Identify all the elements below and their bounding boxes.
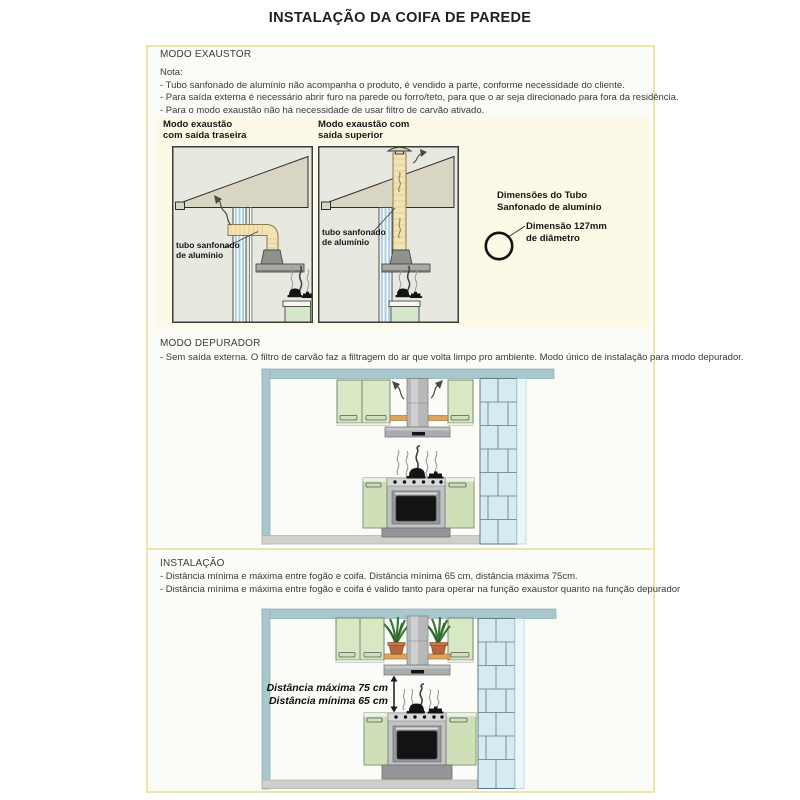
distance-labels [266,682,388,707]
brick-wall [480,379,526,545]
plant [384,617,408,654]
duct-label-rear: tubo sanfonado de alumínio [176,240,240,260]
note-line: - Para o modo exaustão não há necessidade de usar filtro de carvão ativado. [160,104,485,116]
rear-exit-diagram [172,146,313,323]
nota-label: Nota: [160,67,183,78]
stove [382,713,452,779]
section-heading-instalacao: INSTALAÇÃO [160,558,225,569]
tube-diameter-figure [482,216,532,264]
note-line: - Distância mínima e máxima entre fogão e coifa é valido tanto para operar na função exaustor quanto na função depurador [160,583,681,595]
tube-diameter-label: Dimensão 127mm de diâmetro [526,221,607,244]
section-heading-exaustor: MODO EXAUSTOR [160,49,252,60]
page-title: INSTALAÇÃO DA COIFA DE PAREDE [268,10,532,26]
counter-cabinet [283,301,311,322]
stove [382,478,450,537]
tube-circle-icon [486,233,512,259]
distance-max-label: Distância máxima 75 cm [266,682,388,694]
kitchen-depurador-illustration [245,365,558,545]
note-line: - Distância mínima e máxima entre fogão e coifa. Distância mínima 65 cm, distância máxima 75cm. [160,571,578,582]
plant [426,617,450,654]
counter-cabinet [389,301,420,322]
figure-title-top-exit: Modo exaustão com saída superior [318,119,410,141]
distance-arrow [391,676,398,713]
note-line: - Para saída externa é necessário abrir furo na parede ou forro/teto, para que o ar seja direcionado para fora da residência. [160,92,679,103]
section-divider [148,548,653,550]
callout-pointer-line [509,226,525,237]
figure-title-rear-exit: Modo exaustão com saída traseira [163,119,247,141]
tube-dimensions-title: Dimensões do Tubo Sanfonado de alumínio [497,190,602,213]
note-line: - Tubo sanfonado de alumínio não acompanha o produto, é vendido a parte, conforme necessidade do cliente. [160,79,625,91]
distance-min-label: Distância mínima 65 cm [268,694,388,707]
brick-wall [478,619,524,789]
duct-label-top: tubo sanfonado de alumínio [322,227,386,247]
note-line: - Sem saída externa. O filtro de carvão faz a filtragem do ar que volta limpo pro ambiente. Modo único de instalação para modo depurador. [160,351,744,363]
vertical-duct [393,153,406,250]
section-heading-depurador: MODO DEPURADOR [160,338,261,349]
pots [407,468,444,479]
